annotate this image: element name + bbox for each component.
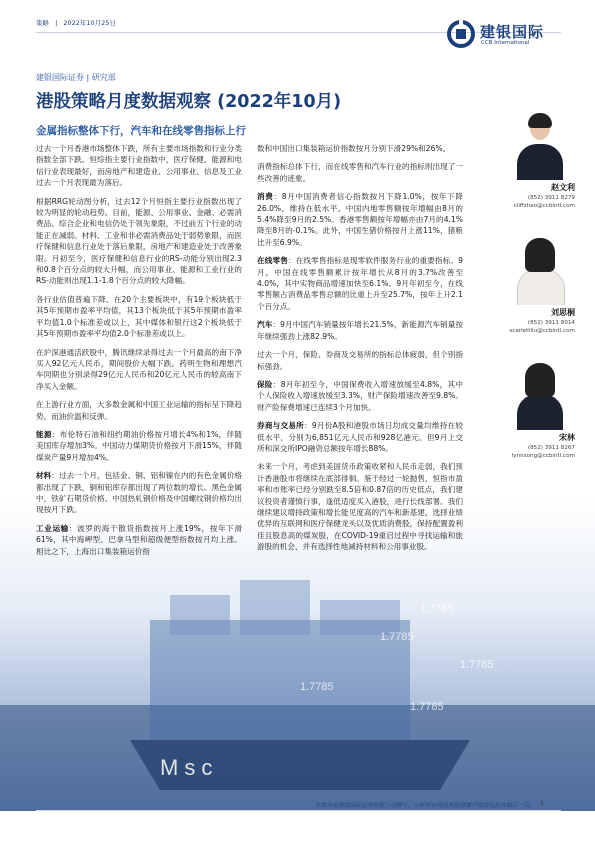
analyst-photo — [511, 233, 569, 305]
bg-number-1: 1.7765 — [420, 603, 454, 615]
analyst-panel — [505, 108, 575, 483]
logo-text-en: CCB International — [481, 40, 530, 46]
paragraph-auto: 汽车：9月中国汽车销量按年增长21.5%，新能源汽车销量按年继续强劲上涨82.9%。 — [257, 320, 464, 341]
paragraph-outlook: 未来一个月，考虑到美国货币政策收紧和人民币走弱，我们预计香港股市将继续在底部徘徊。鉴于经过一轮抛售，恒指市盈率和市账率已经分别跌至8.5倍和0.87倍的历史低点，我们建议投资者谨慎行事，逢低适度买入港股，进行长线部署。我们继续建议增持政策和增长能见度高的汽车和新基建，选择业绩优异的互联网和医疗保健龙头以及优质消费股，保持配置盈利佳且股息高的煤炭股，在COVID-19重启过程中寻找运输和旅游股的机会，并有选择性地减持材料和公用事业股。 — [257, 462, 463, 552]
analyst-phone: (852) 3911 8014 — [527, 320, 575, 326]
analyst-photo — [511, 358, 569, 430]
header-section: 策略 — [36, 19, 49, 27]
paragraph: 根据RRG轮动图分析，过去12个月恒指主要行业指数出现了较为明显的轮动趋势。目前，能源、公用事业、金融、必需消费品、综合企业和电信仍处于领先象限，不过前五个行业的动能正在减弱。材料、工业和非必需消费品处于弱势象限，而医疗保健和信息行业处于落后象限，房地产和建造业处于改善象限。月初至今，医疗保健和信息行业的RS-动能分别出现2.3和0.8个百分点的较大升幅，而公用事业、能源和工业行业的RS-动能则出现1.1-1.8个百分点的较大降幅。 — [36, 196, 242, 286]
header-separator: | — [55, 19, 58, 27]
ccb-logo — [447, 18, 567, 52]
header-date: 2022年10月25日 — [63, 19, 116, 27]
analyst-card — [505, 233, 575, 358]
paragraph: 过去一个月香港市场整体下跌，所有主要市场指数和行业分类指数全部下跌。恒综指主要行业指数中，医疗保健、能源和电信行业表现最好，而房地产和建造业、公用事业、信息及工业过去一个月表现最为落后。 — [36, 144, 242, 188]
org-label: 建银国际证券 | 研究部 — [36, 73, 116, 82]
paragraph-brokers-exchanges: 券商与交易所：9月份A股和港股市场日均成交量均维持在较低水平，分别为6,851亿元人民币和928亿港元。但9月上交所和深交所IPO融资总额按年增长88%。 — [257, 421, 464, 453]
bg-number-3: 1.7765 — [460, 659, 494, 671]
analyst-photo — [511, 108, 569, 180]
paragraph: 在沪深港通活跃股中，腾讯继续录得过去一个月最高的南下净买入92亿元人民币，期间股价大幅下跌。药明生物和理想汽车同期也分别录得29亿元人民币和20亿元人民币的较高南下净买入金额。 — [36, 347, 242, 391]
analyst-email[interactable]: cliffzhao@ccbintl.com — [513, 203, 575, 209]
analyst-name: 赵文利 — [551, 183, 575, 192]
analyst-email[interactable]: scarlettliu@ccbintl.com — [509, 328, 575, 334]
left-column — [36, 143, 242, 564]
paragraph: 各行业估值普遍下降。在20个主要板块中，有19个板块低于其5年预期市盈率平均值，其13个板块低于其5年预期市盈率平均值1.0个标准差或以上，其中媒体和银行这2个板块低于其5年预期市盈率平均值2.0个标准差或以上。 — [36, 294, 242, 339]
paragraph-materials: 材料：过去一个月，包括金、铜、铝和镍在内的有色金属价格都出现了下跌，铜和铝库存都出现了两位数的增长。黑色金属中，铁矿石期货价格、中国热轧钢价格及中国螺纹钢价格均出现按月下跌。 — [36, 471, 243, 515]
analyst-phone: (852) 3911 8267 — [527, 445, 575, 451]
report-title: 港股策略月度数据观察 (2022年10月) — [36, 92, 342, 112]
analyst-phone: (852) 3911 8279 — [527, 195, 575, 201]
analyst-card — [505, 108, 575, 233]
analyst-card — [505, 358, 575, 483]
paragraph: 消费指标总体下行，而在线零售和汽车行业的指标则出现了一些改善的迹象。 — [257, 162, 463, 183]
analyst-name: 刘思桐 — [551, 308, 575, 317]
bg-number-2: 1.7785 — [380, 631, 414, 643]
paragraph-online-retail: 在线零售：在线零售指标是现零软件服务行业的重要指标。9月，中国在线零售额累计按年增长从8月的3.7%改善至4.0%，其中实物商品增速加快至6.1%。9月年初至今，在线零售额占消费品零售总额的比重上升至25.7%，按年上升2.1个百分点。 — [257, 256, 463, 311]
footer-disclaimer: 本报告由建银国际证券有限公司撰写，分析师证明及其他重要声明请见报告最后一页。 — [314, 803, 535, 809]
page-number: 1 — [540, 800, 544, 807]
analyst-name: 宋林 — [559, 433, 575, 442]
paragraph-energy: 能源：布伦特石油和纽约期油价格按月增长4%和1%，伴随美国库存增加3%。中国动力煤期货价格按月下滑15%，伴随煤炭产量9月增加4%。 — [36, 429, 243, 462]
bg-number-4: 1.7785 — [300, 681, 334, 693]
report-subtitle: 金属指标整体下行，汽车和在线零售指标上行 — [36, 125, 246, 137]
paragraph-consumption: 消费：8月中国消费者信心指数按月下降1.0%，按年下降26.0%，维持在低水平。中国内地零售额按年增幅由8月的5.4%降至9月的2.5%。香港零售额按年增幅亦由7月的4.1%降至8月的-0.1%。此外，中国生猪价格按月上涨11%，猪粮比升至6.9%。 — [257, 192, 464, 247]
analyst-email[interactable]: lynnsong@ccbintl.com — [511, 453, 575, 459]
right-column — [257, 143, 463, 560]
ccb-logo-icon — [447, 20, 475, 48]
paragraph-insurance: 保险：8月年初至今，中国保费收入增速放缓至4.8%，其中个人保险收入增速放缓至3.3%，财产保险增速改善至9.8%。财产险保费增速已连续3个月加快。 — [257, 379, 464, 412]
paragraph-industrial-transport: 工业运输：波罗的海干散货指数按月上涨19%，按年下滑61%，其中海岬型、巴拿马型和超级便型指数按月均上涨。相比之下，上海出口集装箱运价指 — [36, 523, 242, 556]
footer-divider — [36, 810, 561, 811]
paragraph: 数和中国出口集装箱运价指数按月分别下滑29%和26%。 — [257, 144, 451, 153]
paragraph: 过去一个月，保险、券商及交易所的指标总体疲弱，但个别指标强劲。 — [257, 350, 463, 371]
paragraph: 在上游行业方面，大多数金属和中国工业运输的指标呈下降趋势，而油价温和反弹。 — [36, 400, 242, 421]
ship-lettering: Msc — [160, 755, 219, 780]
bg-number-5: 1.7785 — [410, 701, 444, 713]
logo-text-cn: 建银国际 — [480, 23, 545, 41]
